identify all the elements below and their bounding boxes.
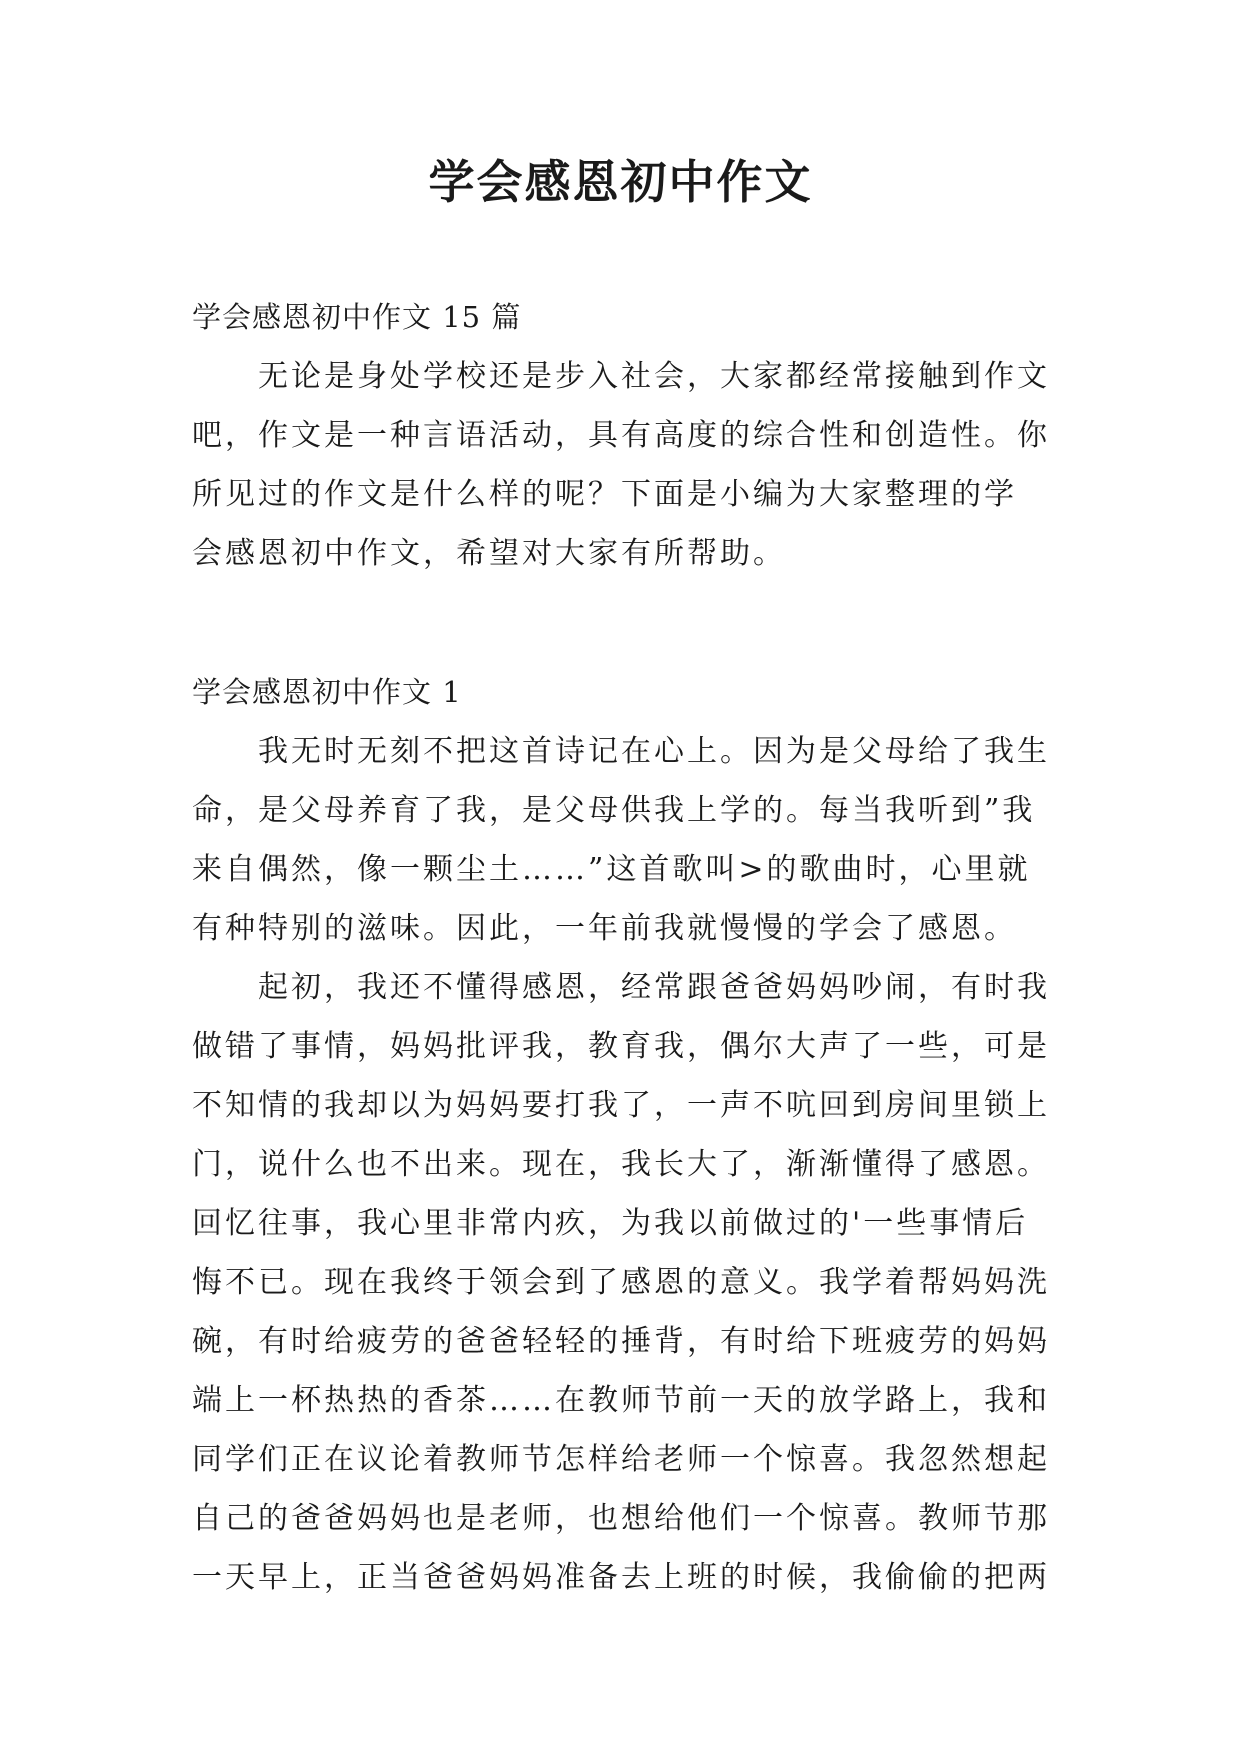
text-line: 来自偶然，像一颗尘土……”这首歌叫>的歌曲时，心里就 [192,852,1031,887]
text-line: 命，是父母养育了我，是父母供我上学的。每当我听到”我 [192,793,1036,828]
text-line: 所见过的作文是什么样的呢？下面是小编为大家整理的学 [192,477,1017,512]
text-line: 端上一杯热热的香茶……在教师节前一天的放学路上，我和 [192,1383,1050,1418]
text-line: 同学们正在议论着教师节怎样给老师一个惊喜。我忽然想起 [192,1442,1050,1477]
paragraph-gap [192,583,1052,663]
text-line: 起初，我还不懂得感恩，经常跟爸爸妈妈吵闹，有时我 [258,970,1050,1005]
section-heading: 学会感恩初中作文 1 [192,675,462,709]
text-line: 会感恩初中作文，希望对大家有所帮助。 [192,536,786,571]
paragraph-1 [192,722,1052,958]
text-line: 吧，作文是一种言语活动，具有高度的综合性和创造性。你 [192,418,1050,453]
text-line: 有种特别的滋味。因此，一年前我就慢慢的学会了感恩。 [192,911,1017,946]
document-title: 学会感恩初中作文 [428,155,813,209]
text-line: 做错了事情，妈妈批评我，教育我，偶尔大声了一些，可是 [192,1029,1050,1064]
text-line: 我无时无刻不把这首诗记在心上。因为是父母给了我生 [258,734,1050,769]
text-line: 不知情的我却以为妈妈要打我了，一声不吭回到房间里锁上 [192,1088,1050,1123]
document-body [192,288,1052,1607]
text-line: 悔不已。现在我终于领会到了感恩的意义。我学着帮妈妈洗 [192,1265,1050,1300]
text-line: 回忆往事，我心里非常内疚，为我以前做过的'一些事情后 [192,1206,1029,1241]
text-line: 门，说什么也不出来。现在，我长大了，渐渐懂得了感恩。 [192,1147,1050,1182]
intro-paragraph [192,347,1052,583]
text-line: 无论是身处学校还是步入社会，大家都经常接触到作文 [258,359,1050,394]
paragraph-2 [192,958,1052,1607]
text-line: 一天早上，正当爸爸妈妈准备去上班的时候，我偷偷的把两 [192,1560,1050,1595]
text-line: 自己的爸爸妈妈也是老师，也想给他们一个惊喜。教师节那 [192,1501,1050,1536]
text-line: 碗，有时给疲劳的爸爸轻轻的捶背，有时给下班疲劳的妈妈 [192,1324,1050,1359]
document-subtitle: 学会感恩初中作文 15 篇 [192,300,522,334]
